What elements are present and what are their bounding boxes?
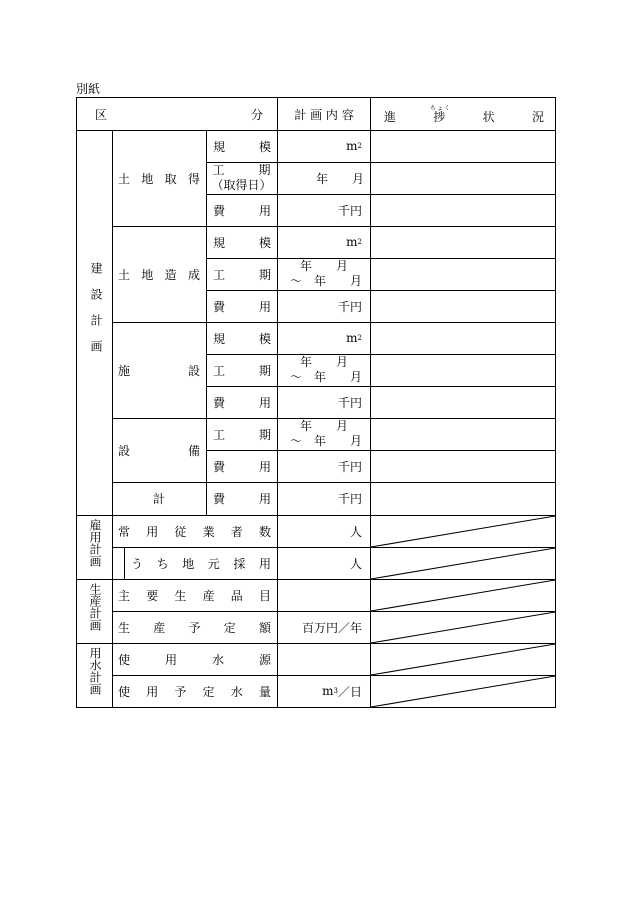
cell-text: 計: [152, 492, 165, 506]
header-category-ku: 区: [95, 107, 108, 122]
cell-text: ～ 年 月: [289, 274, 362, 288]
header-progress: [384, 100, 544, 132]
cell-text: 費: [213, 395, 226, 410]
item-scale: [213, 322, 271, 354]
cell-text: 水: [230, 684, 243, 699]
cell-text: 人: [349, 524, 362, 539]
cell-text: 業: [202, 524, 215, 539]
cell-text: 期: [258, 163, 271, 177]
cell-text: 施: [118, 363, 131, 378]
cell-text: 定: [202, 684, 215, 699]
unit-period-range: [278, 258, 370, 290]
cell-text: 用: [146, 684, 159, 699]
sub-land-acquisition: [118, 130, 200, 226]
unit-square-meter: m 2: [346, 235, 362, 249]
cell-text: 用: [258, 459, 271, 474]
cell-text: 百万円／年: [301, 620, 362, 635]
cell-text: 使: [118, 652, 131, 667]
cell-text: 量: [258, 684, 271, 699]
cell-text: 用: [146, 524, 159, 539]
cell-text: 工: [213, 363, 226, 378]
cell-text: 生: [118, 620, 131, 635]
cell-text: 従: [174, 524, 187, 539]
row-planned-production: [118, 611, 271, 643]
header-category-bun: 分: [250, 107, 263, 122]
unit-year-month: [278, 162, 370, 194]
unit-thousand-yen: [278, 194, 370, 226]
cell-text: 品: [230, 588, 243, 603]
cell-text: う: [131, 556, 144, 571]
cell-text: 年 月: [299, 419, 348, 433]
cell-text: 使: [118, 684, 131, 699]
cell-text: 工: [212, 163, 225, 177]
item-period: [213, 418, 271, 450]
sub-total: [112, 482, 206, 515]
row-water-source: [118, 643, 271, 675]
cell-text: 定: [223, 620, 236, 635]
unit-thousand-yen: [278, 482, 370, 515]
cell-text: 期: [258, 267, 271, 282]
cell-text: 土: [118, 171, 131, 186]
group-construction: 建設計画: [89, 262, 103, 366]
cell-text: 生: [174, 588, 187, 603]
cell-text: 成: [187, 267, 200, 282]
cell-text: 模: [258, 235, 271, 250]
cell-text: 額: [258, 620, 271, 635]
item-cost: [213, 194, 271, 226]
unit-square-meter: m 2: [346, 139, 362, 153]
cell-text: m: [346, 139, 358, 153]
item-scale: [213, 226, 271, 258]
cell-text: 用: [258, 395, 271, 410]
cell-text: 数: [258, 524, 271, 539]
cell-text: 得: [187, 171, 200, 186]
cell-text: 規: [213, 139, 226, 154]
item-period-acquisition: [206, 162, 277, 194]
item-period: [213, 258, 271, 290]
header-plan-label: 計 画 内 容: [294, 107, 354, 122]
item-scale: [213, 130, 271, 162]
cell-text: 設: [187, 363, 200, 378]
sub-land-development: [118, 226, 200, 322]
cell-text: 造: [164, 267, 177, 282]
row-regular-employees: [118, 515, 271, 547]
cell-text: 用: [258, 299, 271, 314]
cell-text: 千円: [337, 203, 362, 218]
group-production: 生産計画: [88, 583, 102, 631]
cell-text: ち: [156, 556, 169, 571]
cell-text: 年 月: [299, 355, 348, 369]
cell-text: 源: [258, 652, 271, 667]
row-local-hires: [131, 547, 271, 579]
cell-text: 地: [141, 171, 154, 186]
unit-persons: [278, 515, 370, 547]
cell-text: 期: [258, 427, 271, 442]
cell-text: 予: [188, 620, 201, 635]
cell-text: 費: [213, 299, 226, 314]
item-cost: [213, 450, 271, 482]
cell-text: 人: [349, 556, 362, 571]
cell-text: 予: [174, 684, 187, 699]
cell-text: 備: [187, 443, 200, 458]
cell-text: 地: [141, 267, 154, 282]
cell-text: 設: [118, 443, 131, 458]
cell-text: ～ 年 月: [289, 434, 362, 448]
cell-text: 目: [258, 588, 271, 603]
header-progress-3: 状: [482, 109, 495, 124]
unit-period-range: [278, 418, 370, 450]
cell-text: 要: [146, 588, 159, 603]
cell-text: 取: [164, 171, 177, 186]
attachment-label: 別紙: [76, 82, 101, 96]
header-ruby: ちょく: [430, 105, 452, 112]
cell-text: 産: [202, 588, 215, 603]
header-progress-4: 況: [531, 109, 544, 124]
item-period: [213, 354, 271, 386]
cell-text: 産: [153, 620, 166, 635]
row-planned-water: [118, 675, 271, 707]
cell-text: 工: [213, 267, 226, 282]
unit-persons: [278, 547, 370, 579]
cell-text: 千円: [337, 395, 362, 410]
cell-text: 用: [258, 556, 271, 571]
cell-text: 年 月: [315, 171, 364, 186]
cell-text: 年 月: [299, 259, 348, 273]
cell-text: 元: [207, 556, 220, 571]
unit-thousand-yen: [278, 386, 370, 418]
cell-text: ／日: [337, 684, 362, 699]
header-progress-1: 進: [384, 109, 397, 124]
header-progress-2: 捗: [433, 109, 446, 124]
cell-text: 土: [118, 267, 131, 282]
header-category: [95, 98, 263, 130]
cell-text: 期: [258, 363, 271, 378]
sub-equipment: [118, 418, 200, 482]
cell-text: m: [322, 684, 334, 698]
cell-text: 主: [118, 588, 131, 603]
item-cost: [213, 290, 271, 322]
cell-text: 工: [213, 427, 226, 442]
cell-text: 模: [258, 139, 271, 154]
unit-thousand-yen: [278, 290, 370, 322]
item-cost: [213, 482, 271, 515]
cell-text: 地: [182, 556, 195, 571]
cell-text: 千円: [337, 299, 362, 314]
unit-square-meter: m 2: [346, 331, 362, 345]
cell-text: 模: [258, 331, 271, 346]
cell-text: 規: [213, 331, 226, 346]
unit-period-range: [278, 354, 370, 386]
cell-text: 千円: [337, 459, 362, 474]
group-employment: 雇用計画: [88, 519, 102, 567]
group-water: 用水計画: [88, 647, 102, 695]
cell-text: 費: [213, 492, 226, 506]
unit-thousand-yen: [278, 450, 370, 482]
cell-text: 費: [213, 203, 226, 218]
cell-text: ～ 年 月: [289, 370, 362, 384]
row-main-products: [118, 579, 271, 611]
cell-text: 規: [213, 235, 226, 250]
unit-cubic-meter-per-day: m 3 ／日: [322, 684, 362, 699]
cell-text: （取得日）: [211, 178, 272, 192]
cell-text: m: [346, 235, 358, 249]
unit-million-yen-per-year: [278, 611, 370, 643]
item-cost: [213, 386, 271, 418]
cell-text: 千円: [337, 492, 362, 506]
cell-text: 常: [118, 524, 131, 539]
cell-text: 者: [230, 524, 243, 539]
sub-facility: [118, 322, 200, 418]
cell-text: 用: [164, 652, 177, 667]
cell-text: 用: [258, 203, 271, 218]
cell-text: 費: [213, 459, 226, 474]
header-plan-content: [278, 98, 370, 130]
cell-text: 用: [258, 492, 271, 506]
cell-text: 採: [233, 556, 246, 571]
cell-text: 水: [211, 652, 224, 667]
cell-text: m: [346, 331, 358, 345]
